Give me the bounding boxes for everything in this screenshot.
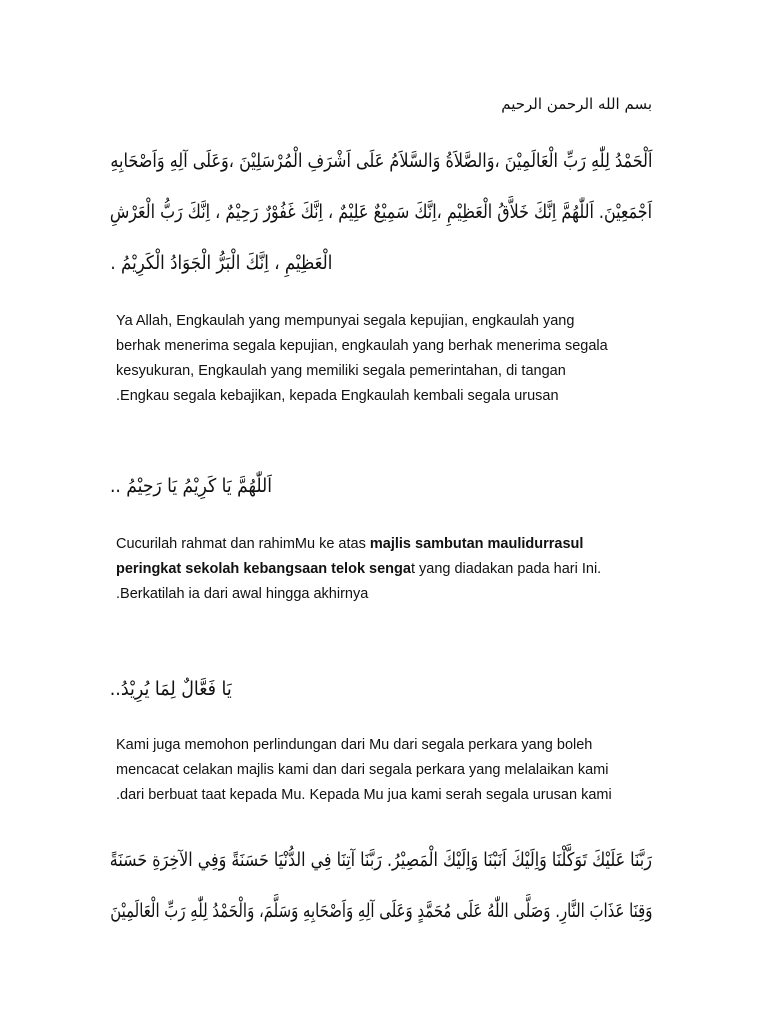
invocation-2: يَا فَعَّالٌ لِمَا يُرِيْدُ..: [110, 678, 232, 700]
translation-3-line: Kami juga memohon perlindungan dari Mu dari segala perkara yang boleh: [116, 737, 593, 753]
translation-2-bold-event: majlis sambutan maulidurrasul: [369, 536, 584, 552]
translation-2-line-1: [116, 532, 676, 557]
closing-prayer-line-1: رَبَّنَا عَلَيْكَ تَوَكَّلْنَا وَاِلَيْكَ اَنَبْنَا وَاِلَيْكَ الْمَصِيْرُ. رَبَّنَا آتِنَا فِي الدُّنْيَا حَسَنَةً وَفِي الآخِرَةِ حَسَنَةً: [109, 849, 652, 871]
translation-1-line: kesyukuran, Engkaulah yang memiliki segala pemerintahan, di tangan: [116, 363, 566, 379]
translation-3-line: mencacat celakan majlis kami dan dari segala perkara yang melalaikan kami: [116, 762, 609, 778]
translation-paragraph-3: [116, 733, 676, 808]
closing-prayer-line-2: وَقِنَا عَذَابَ النَّارِ. وَصَلَّى اللّٰهُ عَلَى مُحَمَّدٍ وَعَلَى آلِهِ وَاَصْحَابِهِ وَسَلَّمَ، وَالْحَمْدُ لِلّٰهِ رَبِّ الْعَالَمِيْنَ: [109, 900, 652, 922]
translation-2-suffix: t yang diadakan pada hari Ini.: [410, 561, 602, 577]
translation-1-line: .Engkau segala kebajikan, kepada Engkaulah kembali segala urusan: [116, 388, 559, 404]
opening-prayer-line-1: اَلْحَمْدُ لِلّٰهِ رَبِّ الْعَالَمِيْنَ ،وَالصَّلاَةُ وَالسَّلاَمُ عَلَى اَشْرَفِ الْمُرْسَلِيْنَ ،وَعَلَى آلِهِ وَاَصْحَابِهِ: [109, 150, 652, 172]
translation-1-line: Ya Allah, Engkaulah yang mempunyai segala kepujian, engkaulah yang: [116, 313, 575, 329]
translation-2-line-2: [116, 557, 676, 582]
translation-paragraph-1: [116, 309, 676, 409]
translation-2-line-3: .Berkatilah ia dari awal hingga akhirnya: [116, 586, 369, 602]
translation-2-prefix: Cucurilah rahmat dan rahimMu ke atas: [116, 536, 370, 552]
translation-3-line: .dari berbuat taat kepada Mu. Kepada Mu jua kami serah segala urusan kami: [116, 787, 612, 803]
basmalah-heading: بسم الله الرحمن الرحيم: [501, 95, 652, 113]
opening-prayer-line-3: الْعَظِيْمِ ، اِنَّكَ الْبَرُّ الْجَوَادُ الْكَرِيْمُ .: [110, 252, 332, 274]
invocation-1: اَللّٰهُمَّ يَا كَرِيْمُ يَا رَحِيْمُ ..: [110, 475, 272, 497]
opening-prayer-line-2: اَجْمَعِيْنَ. اَللّٰهُمَّ اِنَّكَ خَلاَّقُ الْعَظِيْمِ ،اِنَّكَ سَمِيْعٌ عَلِيْمٌ ، اِنَّكَ غَفُوْرٌ رَحِيْمٌ ، اِنَّكَ رَبُّ الْعَرْشِ: [109, 201, 652, 223]
translation-2-bold-school: peringkat sekolah kebangsaan telok senga: [116, 561, 411, 577]
translation-1-line: berhak menerima segala kepujian, engkaulah yang berhak menerima segala: [116, 338, 608, 354]
translation-paragraph-2: [116, 532, 676, 607]
